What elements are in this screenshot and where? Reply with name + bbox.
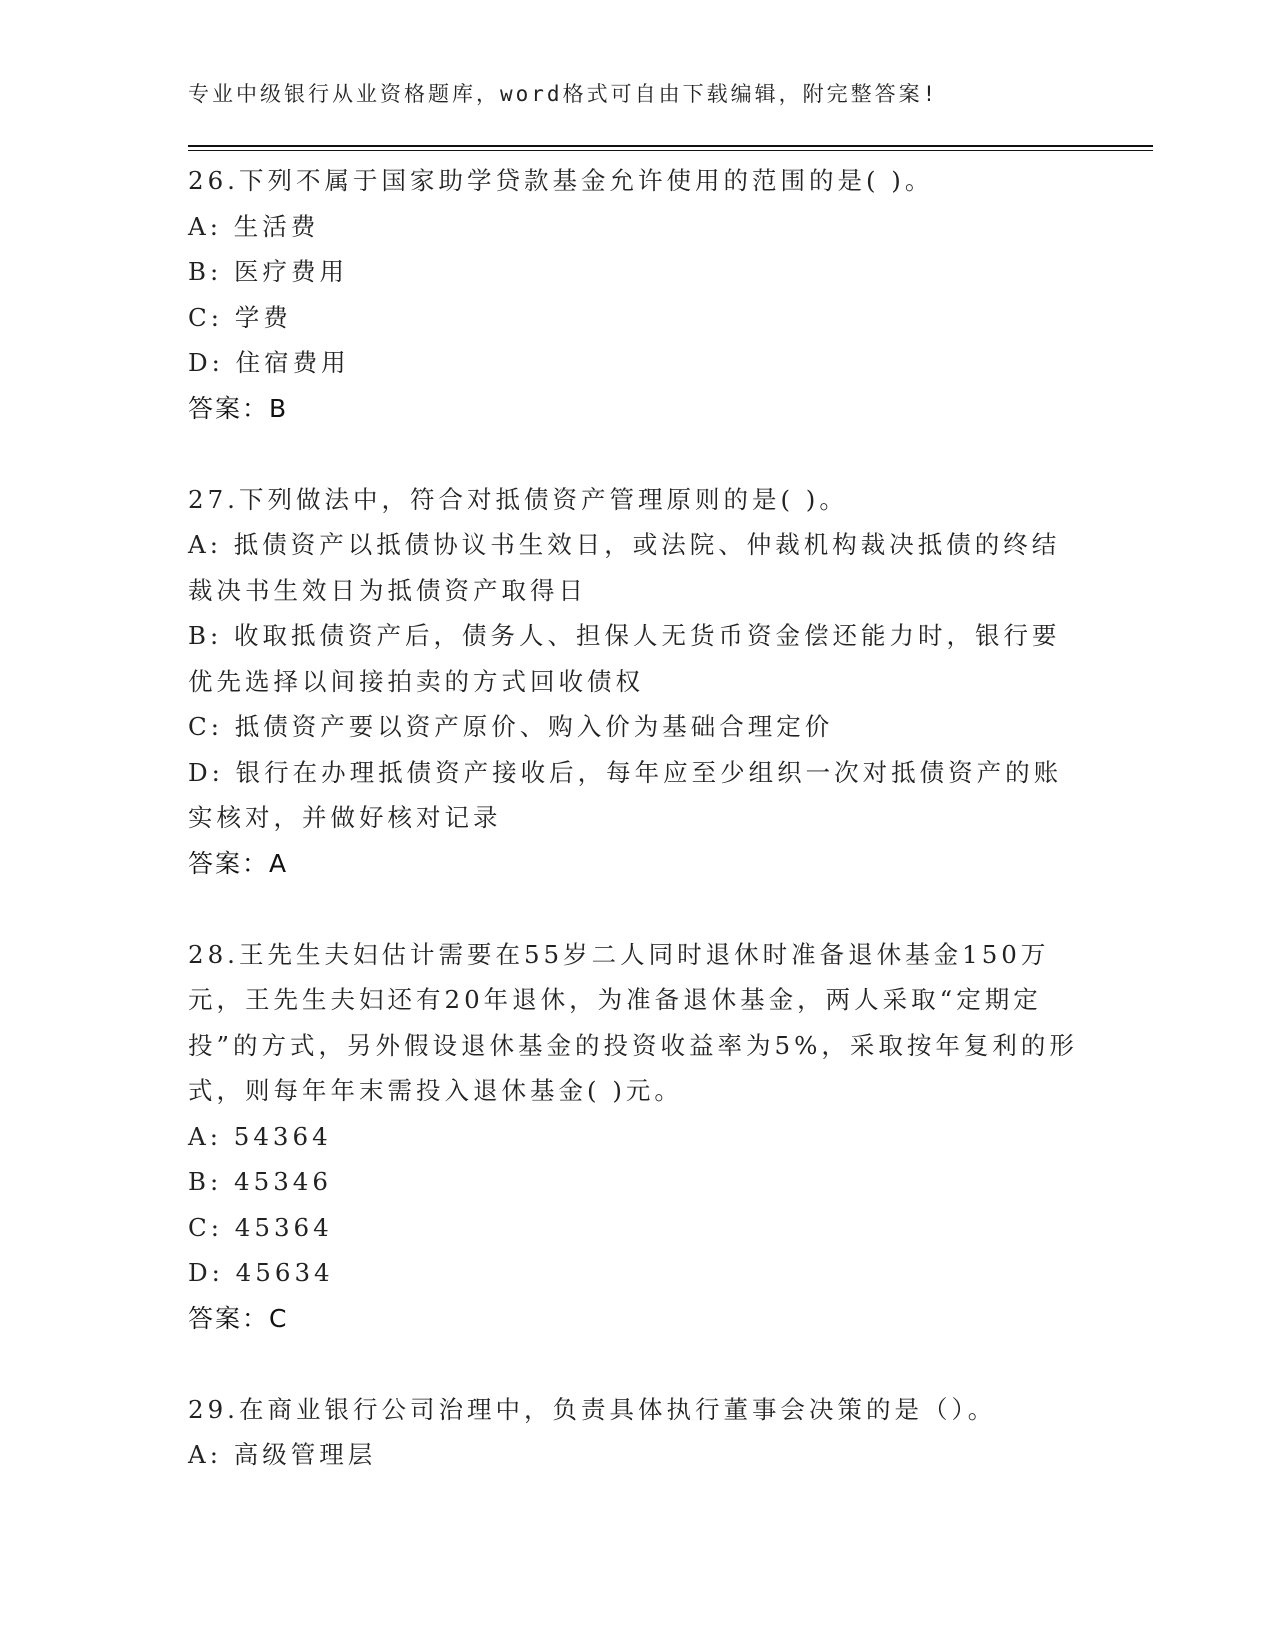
option-d: D: 银行在办理抵债资产接收后，每年应至少组织一次对抵债资产的账实核对，并做好核对记录 bbox=[188, 757, 1063, 832]
answer: 答案：B bbox=[188, 393, 289, 423]
spacer bbox=[188, 1341, 1088, 1387]
question-stem: 26.下列不属于国家助学贷款基金允许使用的范围的是( )。 bbox=[188, 166, 934, 195]
option-a: A: 高级管理层 bbox=[188, 1440, 377, 1469]
option-a: A: 抵债资产以抵债协议书生效日，或法院、仲裁机构裁决抵债的终结裁决书生效日为抵债资产取得日 bbox=[188, 530, 1061, 605]
question-stem: 28.王先生夫妇估计需要在55岁二人同时退休时准备退休基金150万元，王先生夫妇还有20年退休，为准备退休基金，两人采取“定期定投”的方式，另外假设退休基金的投资收益率为5%，采取按年复利的形式，则每年年末需投入退休基金( )元。 bbox=[188, 939, 1078, 1105]
answer: 答案：A bbox=[188, 848, 289, 878]
question-28 bbox=[188, 932, 1088, 1342]
page-header: 专业中级银行从业资格题库，word格式可自由下载编辑，附完整答案! bbox=[188, 82, 939, 106]
option-d: D: 45634 bbox=[188, 1258, 334, 1287]
header-rule-thin bbox=[188, 150, 1153, 151]
question-26 bbox=[188, 158, 1088, 431]
spacer bbox=[188, 431, 1088, 477]
option-d: D: 住宿费用 bbox=[188, 348, 350, 377]
spacer bbox=[188, 886, 1088, 932]
answer: 答案：C bbox=[188, 1303, 289, 1333]
option-b: B: 45346 bbox=[188, 1167, 332, 1196]
question-27 bbox=[188, 477, 1088, 887]
option-c: C: 抵债资产要以资产原价、购入价为基础合理定价 bbox=[188, 712, 834, 741]
option-a: A: 生活费 bbox=[188, 211, 320, 241]
option-c: C: 45364 bbox=[188, 1212, 333, 1242]
option-a: A: 54364 bbox=[188, 1121, 332, 1151]
question-stem: 27.下列做法中，符合对抵债资产管理原则的是( )。 bbox=[188, 484, 848, 514]
header-rule-thick bbox=[188, 145, 1153, 147]
question-stem: 29.在商业银行公司治理中，负责具体执行董事会决策的是（）。 bbox=[188, 1394, 997, 1424]
option-b: B: 收取抵债资产后，债务人、担保人无货币资金偿还能力时，银行要优先选择以间接拍卖的方式回收债权 bbox=[188, 621, 1061, 696]
question-29 bbox=[188, 1387, 1088, 1478]
option-b: B: 医疗费用 bbox=[188, 257, 349, 286]
question-list bbox=[188, 158, 1088, 1478]
option-c: C: 学费 bbox=[188, 302, 292, 332]
